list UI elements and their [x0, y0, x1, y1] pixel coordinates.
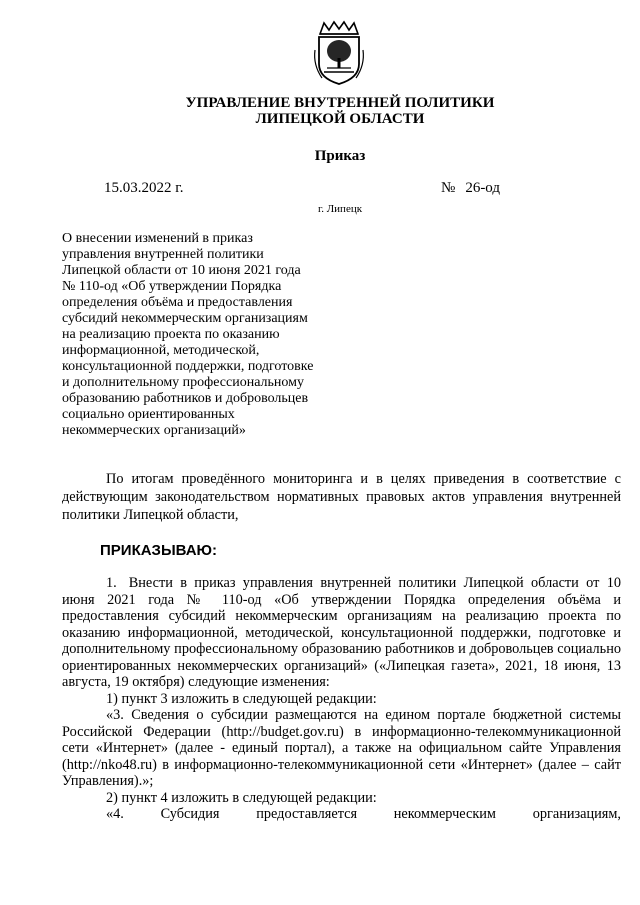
command-heading: ПРИКАЗЫВАЮ: — [100, 542, 218, 559]
number-sign: № — [441, 180, 456, 196]
subject-line: консультационной поддержки, подготовке — [62, 359, 314, 374]
item-1-paragraph — [62, 575, 621, 691]
document-city: г. Липецк — [317, 203, 363, 215]
subject-line: и дополнительному профессиональному — [62, 375, 305, 390]
subject-line: социально ориентированных — [62, 407, 235, 422]
preamble-paragraph: По итогам проведённого мониторинга и в целях приведения в соответствие с действующим законодательством нормативных правовых актов управления внутренней политики Липецкой области, — [62, 471, 621, 523]
item-1-text: Внести в приказ управления внутренней политики Липецкой области от 10 июня 2021 года № 110-од «Об утверждении Порядка определения объёма и предоставления субсидий некоммерческим организациям на реализацию проекта по оказанию информационной, методической, консультационной поддержки, подготовке и дополнительному профессиональному образованию работников и добровольцев социально ориентированных некоммерческих организаций» («Липецкая газета», 2021, 18 июня, 13 августа, 19 октября) следующие изменения: — [62, 575, 621, 690]
subject-line: О внесении изменений в приказ — [62, 231, 253, 246]
subject-line: № 110-од «Об утверждении Порядка — [62, 279, 282, 294]
subject-line: управления внутренней политики — [62, 247, 264, 262]
subject-line: информационной, методической, — [62, 343, 260, 358]
subject-line: образованию работников и добровольцев — [62, 391, 309, 406]
document-body — [62, 575, 621, 823]
clause-4-quote: «4. Субсидия предоставляется некоммерческим организациям, — [106, 806, 621, 822]
coat-of-arms-emblem — [312, 20, 366, 86]
item-1-number: 1. — [106, 575, 117, 591]
subject-line: на реализацию проекта по оказанию — [62, 327, 280, 342]
number-value: 26-од — [465, 180, 501, 196]
subject-line: субсидий некоммерческим организациям — [62, 311, 308, 326]
subitem-1: 1) пункт 3 изложить в следующей редакции: — [106, 690, 377, 707]
subject-line: определения объёма и предоставления — [62, 295, 293, 310]
subitem-2: 2) пункт 4 изложить в следующей редакции: — [106, 789, 377, 806]
clause-3-quote: «3. Сведения о субсидии размещаются на едином портале бюджетной системы Российской Федерации (http://budget.gov.ru) в информационно-телекоммуникационной сети «Интернет» (далее - единый портал), а также на официальном сайте Управления (http://nko48.ru) в информационно-телекоммуникационной сети «Интернет» (далее – сайт Управления).»; — [62, 707, 621, 789]
document-subject — [62, 231, 362, 439]
document-number — [441, 180, 500, 197]
organization-line-1: УПРАВЛЕНИЕ ВНУТРЕННЕЙ ПОЛИТИКИ — [185, 95, 495, 111]
document-date: 15.03.2022 г. — [104, 180, 184, 196]
organization-line-2: ЛИПЕЦКОЙ ОБЛАСТИ — [255, 111, 425, 127]
organization-name — [0, 95, 640, 127]
subject-line: Липецкой области от 10 июня 2021 года — [62, 263, 301, 278]
subject-line: некоммерческих организаций» — [62, 423, 246, 438]
document-type: Приказ — [314, 148, 366, 164]
